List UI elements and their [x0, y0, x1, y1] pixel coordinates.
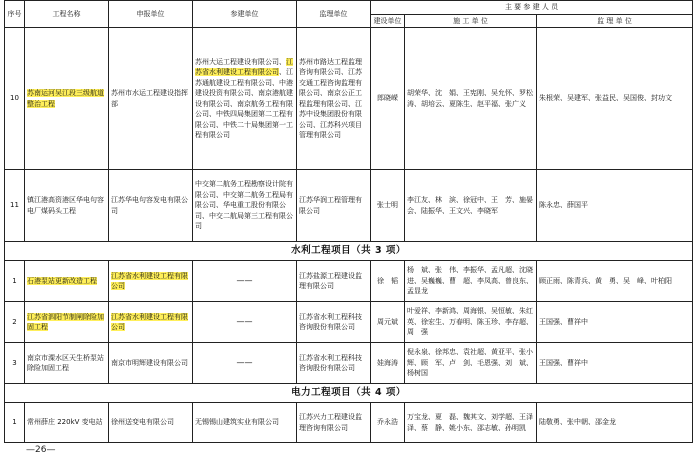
highlight-text: 石港泵站更新改造工程 — [27, 276, 97, 285]
highlight-text: 江苏省水利建设工程有限公司 — [195, 57, 293, 76]
project-name — [25, 28, 109, 170]
supervision-unit: 江苏兴力工程建设监理咨询有限公司 — [297, 403, 371, 443]
table-row — [5, 261, 693, 302]
highlight-text: 江苏省泗阳节制闸除险加固工程 — [27, 312, 104, 331]
row-number: 3 — [5, 343, 25, 384]
participant-units: —— — [193, 302, 297, 343]
supervisor-persons: 陈永忠、薛国平 — [537, 170, 693, 242]
table-row — [5, 403, 693, 443]
supervisor-persons: 陆敬勇、张中朝、邵金龙 — [537, 403, 693, 443]
highlight-text: 江苏省水利建设工程有限公司 — [111, 271, 188, 290]
supervisor-persons: 王国强、曹祥中 — [537, 302, 693, 343]
table-row — [5, 170, 693, 242]
construction-person: 郎晓嵘 — [371, 28, 405, 170]
header-supervision: 监理单位 — [297, 1, 371, 28]
applicant-unit: 苏州市水运工程建设指挥部 — [109, 28, 193, 170]
project-table — [4, 0, 693, 443]
row-number: 1 — [5, 403, 25, 443]
header-project: 工程名称 — [25, 1, 109, 28]
participant-units — [193, 28, 297, 170]
section-title-water: 水利工程项目（共 3 项） — [5, 242, 693, 261]
builder-persons: 李江友、林 滨、徐冠中、王 芳、施晏会、陆振华、王文兴、李晓军 — [405, 170, 537, 242]
applicant-unit — [109, 302, 193, 343]
header-builder-unit: 施 工 单 位 — [405, 14, 537, 28]
supervision-unit: 苏州市路达工程监理咨询有限公司、江苏交通工程咨询监理有限公司、南京公正工程监理有限公司、江苏中设集团股份有限公司、江苏科兴项目管理有限公司 — [297, 28, 371, 170]
participants-text: 苏州大运工程建设有限公司、 — [195, 57, 286, 66]
construction-person: 娃海涛 — [371, 343, 405, 384]
construction-person: 徐 韬 — [371, 261, 405, 302]
supervisor-persons: 顾正雨、陈青兵、黄 勇、吴 峰、叶柏阳 — [537, 261, 693, 302]
builder-persons: 胡荣华、沈 娟、王宪刚、吴允怀、罗松涛、胡培云、夏陈生、赵平福、张广义 — [405, 28, 537, 170]
row-number: 1 — [5, 261, 25, 302]
row-number: 11 — [5, 170, 25, 242]
row-number: 2 — [5, 302, 25, 343]
table-row — [5, 28, 693, 170]
row-number: 10 — [5, 28, 25, 170]
builder-persons: 万宝龙、夏 磊、魏其文、刘学超、王泽泽、蔡 静、姚小东、邵志敏、孙明凯 — [405, 403, 537, 443]
applicant-unit: 江苏华电句容发电有限公司 — [109, 170, 193, 242]
supervision-unit: 江苏省水利工程科技咨询股份有限公司 — [297, 343, 371, 384]
page-number: —26— — [26, 445, 56, 455]
header-main-personnel: 主 要 参 建 人 员 — [371, 1, 693, 15]
supervisor-persons: 王国强、曹祥中 — [537, 343, 693, 384]
supervision-unit: 江苏盐源工程建设监理有限公司 — [297, 261, 371, 302]
header-construction-unit: 建设单位 — [371, 14, 405, 28]
applicant-unit — [109, 261, 193, 302]
builder-persons: 杨 斌、张 伟、李振华、孟凡超、沈晓进、吴巍巍、曹 超、李凤高、曾良东、孟显龙 — [405, 261, 537, 302]
participants-text: 、江苏通航建设工程有限公司、中港建设投资有限公司、南京港航建设有限公司、南京航务工程有限公司、中铁四局集团第二工程有限公司、中铁二十局集团第一工程有限公司 — [195, 68, 293, 139]
highlight-text: 苏南运河吴江段三级航道整治工程 — [27, 89, 104, 108]
section-title-power: 电力工程项目（共 4 项） — [5, 384, 693, 403]
participant-units: —— — [193, 261, 297, 302]
header-seq: 序号 — [5, 1, 25, 28]
construction-person: 乔永浩 — [371, 403, 405, 443]
supervisor-persons: 朱根荣、吴建军、张益民、吴国俊、封功文 — [537, 28, 693, 170]
builder-persons: 倪永泉、徐邦忠、袁社超、黄亚平、张小辉、顾 军、卢 剑、毛恩强、刘 斌、杨树国 — [405, 343, 537, 384]
project-name: 常州薛庄 220kV 变电站 — [25, 403, 109, 443]
header-participants: 参建单位 — [193, 1, 297, 28]
applicant-unit: 徐州送变电有限公司 — [109, 403, 193, 443]
header-applicant: 申报单位 — [109, 1, 193, 28]
supervision-unit: 江苏省水利工程科技咨询股份有限公司 — [297, 302, 371, 343]
participant-units: 无锡锡山建筑实业有限公司 — [193, 403, 297, 443]
project-name — [25, 302, 109, 343]
participant-units: —— — [193, 343, 297, 384]
header-supervisor-unit: 监 理 单 位 — [537, 14, 693, 28]
project-name: 南京市溧水区天生桥泵站除险加固工程 — [25, 343, 109, 384]
builder-persons: 叶爱祥、李新鸿、周海银、吴恒敏、朱红英、徐宏生、万春明、陈玉珍、李存超、周 强 — [405, 302, 537, 343]
participant-units: 中交第二航务工程勘察设计院有限公司、中交第二航务工程局有限公司、华电重工股份有限公司、中交二航局第三工程有限公司 — [193, 170, 297, 242]
construction-person: 周元斌 — [371, 302, 405, 343]
supervision-unit: 江苏华润工程管理有限公司 — [297, 170, 371, 242]
table-row — [5, 343, 693, 384]
project-name: 镇江港高资港区华电句容电厂煤码头工程 — [25, 170, 109, 242]
construction-person: 张士明 — [371, 170, 405, 242]
applicant-unit: 南京市明辉建设有限公司 — [109, 343, 193, 384]
table-row — [5, 302, 693, 343]
highlight-text: 江苏省水利建设工程有限公司 — [111, 312, 188, 331]
project-name — [25, 261, 109, 302]
